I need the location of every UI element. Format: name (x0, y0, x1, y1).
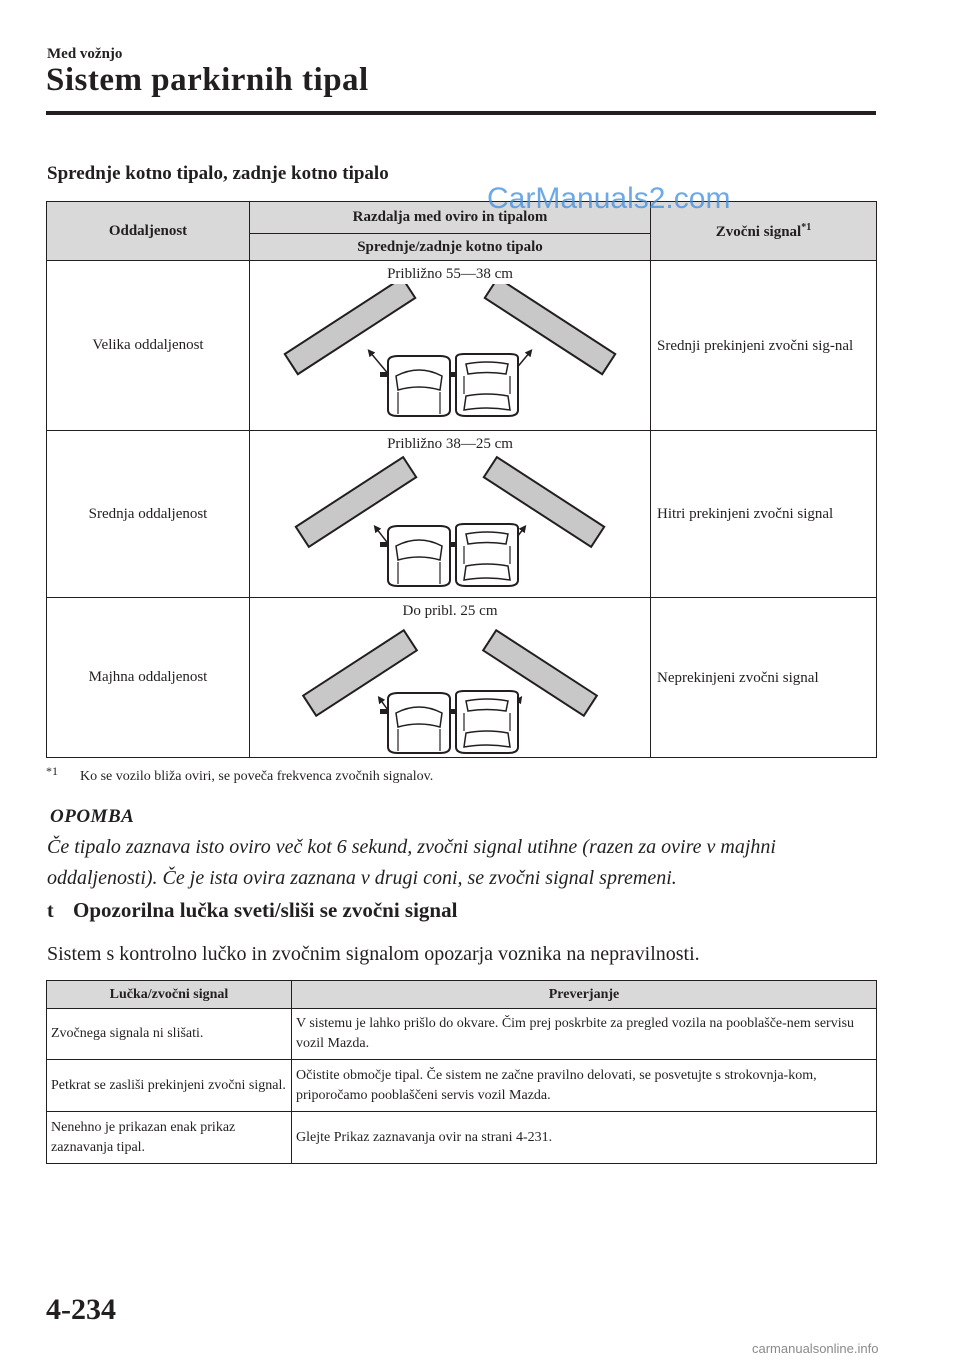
row-figure (250, 598, 651, 758)
section-heading: Opozorilna lučka sveti/sliši se zvočni signal (73, 898, 458, 922)
row-range: Približno 55—38 cm (387, 266, 513, 282)
row-distance: Srednja oddaljenost (47, 431, 250, 598)
row-signal: Hitri prekinjeni zvočni signal (651, 431, 877, 598)
bullet-icon: t (47, 900, 54, 922)
note-text: Če tipalo zaznava isto oviro več kot 6 sekund, zvočni signal utihne (razen za ovire v majhni oddaljenosti). Če je ista ovira zaznana v drugi coni, se zvočni signal spremeni. (47, 836, 776, 889)
parking-sensor-figure (280, 454, 620, 589)
row-distance: Velika oddaljenost (47, 261, 250, 431)
col-header-light: Lučka/zvočni signal (47, 981, 292, 1009)
row-figure (250, 261, 651, 431)
footnote-mark: *1 (46, 764, 58, 778)
col-header-check: Preverjanje (292, 981, 877, 1009)
parking-sensor-figure (280, 284, 620, 419)
page-number: 4-234 (46, 1293, 116, 1326)
subheading: Sprednje kotno tipalo, zadnje kotno tipalo (47, 163, 389, 184)
table-row (47, 1060, 877, 1112)
row-signal: Srednji prekinjeni zvočni sig-nal (651, 261, 877, 431)
col-header-range: Razdalja med oviro in tipalom (250, 202, 651, 234)
table-row (47, 261, 877, 431)
warning-table (46, 980, 877, 1164)
title-rule (46, 111, 876, 115)
row-distance: Majhna oddaljenost (47, 598, 250, 758)
row-range: Približno 38—25 cm (387, 436, 513, 452)
table-row (47, 598, 877, 758)
row-figure (250, 431, 651, 598)
table-row (47, 1009, 877, 1060)
footnote (46, 764, 433, 785)
col-header-range-sub: Sprednje/zadnje kotno tipalo (250, 234, 651, 261)
row-light: Zvočnega signala ni slišati. (47, 1009, 292, 1060)
row-check: Glejte Prikaz zaznavanja ovir na strani 4-231. (292, 1112, 877, 1164)
site-watermark: carmanualsonline.info (752, 1341, 879, 1356)
row-check: V sistemu je lahko prišlo do okvare. Čim prej poskrbite za pregled vozila na pooblašče-nem servisu vozil Mazda. (292, 1009, 877, 1060)
row-signal: Neprekinjeni zvočni signal (651, 598, 877, 758)
row-light: Petkrat se zasliši prekinjeni zvočni signal. (47, 1060, 292, 1112)
watermark: CarManuals2.com (487, 182, 731, 215)
page-title: Sistem parkirnih tipal (46, 62, 369, 98)
footnote-text: Ko se vozilo bliža oviri, se poveča frekvenca zvočnih signalov. (80, 769, 434, 784)
distance-table (46, 201, 877, 758)
col-header-signal-text: Zvočni signal (715, 223, 802, 240)
table-row (47, 1112, 877, 1164)
row-range: Do pribl. 25 cm (402, 603, 498, 619)
section-intro: Sistem s kontrolno lučko in zvočnim signalom opozarja voznika na nepravilnosti. (47, 943, 700, 965)
row-light: Nenehno je prikazan enak prikaz zaznavanja tipal. (47, 1112, 292, 1164)
row-check: Očistite območje tipal. Če sistem ne začne pravilno delovati, se posvetujte s strokovnja-kom, priporočamo pooblaščeni servis vozil Mazda. (292, 1060, 877, 1112)
note-heading: OPOMBA (50, 806, 135, 827)
section-label: Med vožnjo (47, 46, 123, 62)
col-header-distance: Oddaljenost (47, 202, 250, 261)
parking-sensor-figure (280, 621, 620, 756)
table-row (47, 431, 877, 598)
col-header-signal-mark: *1 (801, 221, 812, 233)
